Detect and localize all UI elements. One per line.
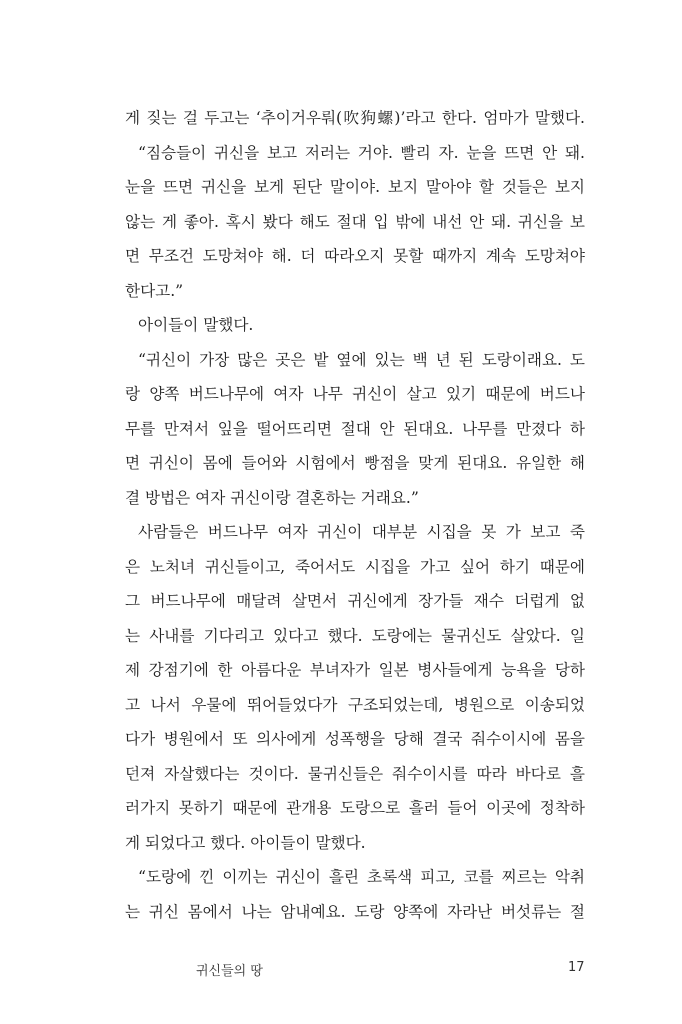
text-line: 면 무조건 도망쳐야 해. 더 따라오지 못할 때까지 계속 도망쳐야	[125, 247, 585, 265]
body-text	[125, 101, 585, 929]
text-line: 면 귀신이 몸에 들어와 시험에서 빵점을 맞게 된대요. 유일한 해	[125, 454, 585, 472]
page-footer	[0, 957, 682, 981]
text-line: 는 사내를 기다리고 있다고 했다. 도랑에는 물귀신도 살았다. 일	[125, 626, 585, 645]
text-line: 은 노처녀 귀신들이고, 죽어서도 시집을 가고 싶어 하기 때문에	[125, 557, 585, 576]
text-line: 않는 게 좋아. 혹시 봤다 해도 절대 입 밖에 내선 안 돼. 귀신을 보	[125, 212, 585, 231]
text-line: 눈을 뜨면 귀신을 보게 된단 말이야. 보지 말아야 할 것들은 보지	[125, 178, 585, 196]
text-line: “도랑에 낀 이끼는 귀신이 흘린 초록색 피고, 코를 찌르는 악취	[138, 868, 585, 886]
text-line: 다가 병원에서 또 의사에게 성폭행을 당해 결국 줘수이시에 몸을	[125, 730, 585, 748]
text-line: 무를 만져서 잎을 떨어뜨리면 절대 안 된대요. 나무를 만졌다 하	[125, 419, 585, 438]
page-number: 17	[568, 960, 585, 975]
text-line: 제 강점기에 한 아름다운 부녀자가 일본 병사들에게 능욕을 당하	[125, 661, 585, 679]
text-line: 던져 자살했다는 것이다. 물귀신들은 줘수이시를 따라 바다로 흘	[125, 764, 585, 783]
text-line: 사람들은 버드나무 여자 귀신이 대부분 시집을 못 가 보고 죽	[138, 523, 585, 541]
text-line: 게 짖는 걸 두고는 ‘추이거우뤄(吹狗螺)’라고 한다. 엄마가 말했다.	[125, 109, 585, 127]
text-line: 결 방법은 여자 귀신이랑 결혼하는 거래요.”	[125, 488, 419, 507]
text-line: “귀신이 가장 많은 곳은 밭 옆에 있는 백 년 된 도랑이래요. 도	[138, 350, 585, 369]
text-line: 러가지 못하기 때문에 관개용 도랑으로 흘러 들어 이곳에 정착하	[125, 799, 585, 817]
text-line: “짐승들이 귀신을 보고 저러는 거야. 빨리 자. 눈을 뜨면 안 돼.	[138, 143, 585, 162]
text-line: 그 버드나무에 매달려 살면서 귀신에게 장가들 재수 더럽게 없	[125, 592, 585, 610]
running-footer-title: 귀신들의 땅	[196, 964, 263, 979]
text-line: 게 되었다고 했다. 아이들이 말했다.	[125, 833, 366, 852]
text-line: 고 나서 우물에 뛰어들었다가 구조되었는데, 병원으로 이송되었	[125, 695, 585, 714]
text-line: 는 귀신 몸에서 나는 암내예요. 도랑 양쪽에 자라난 버섯류는 절	[125, 902, 585, 921]
text-line: 한다고.”	[125, 281, 184, 300]
text-line: 아이들이 말했다.	[138, 316, 254, 334]
text-line: 랑 양쪽 버드나무에 여자 나무 귀신이 살고 있기 때문에 버드나	[125, 385, 585, 403]
